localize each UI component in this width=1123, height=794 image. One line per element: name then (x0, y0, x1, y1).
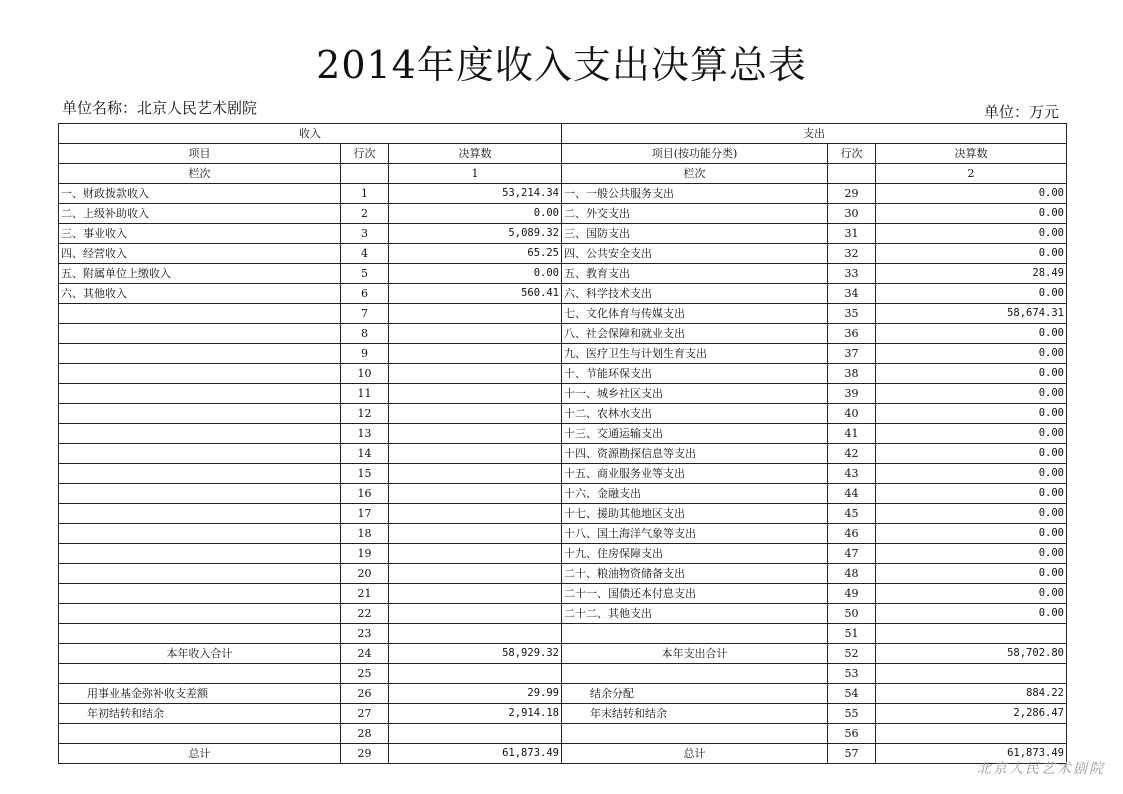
income-row-no: 27 (341, 704, 389, 724)
expense-item: 总计 (562, 744, 828, 764)
table-row (59, 744, 1067, 764)
expense-row-no: 40 (828, 404, 876, 424)
income-amount: 2,914.18 (389, 704, 562, 724)
expense-row-no: 51 (828, 624, 876, 644)
income-amount: 560.41 (389, 284, 562, 304)
income-amount (389, 584, 562, 604)
income-item: 一、财政拨款收入 (59, 184, 341, 204)
income-amount (389, 564, 562, 584)
income-row-no: 8 (341, 324, 389, 344)
expense-amount: 0.00 (876, 444, 1067, 464)
table-row (59, 204, 1067, 224)
income-row-no: 10 (341, 364, 389, 384)
income-item: 三、事业收入 (59, 224, 341, 244)
income-row-no: 23 (341, 624, 389, 644)
expense-amount: 0.00 (876, 484, 1067, 504)
expense-item: 十五、商业服务业等支出 (562, 464, 828, 484)
table-row (59, 244, 1067, 264)
income-amount: 0.00 (389, 204, 562, 224)
table-row (59, 464, 1067, 484)
expense-row-no: 38 (828, 364, 876, 384)
income-item (59, 404, 341, 424)
expense-amount: 0.00 (876, 224, 1067, 244)
expense-item: 三、国防支出 (562, 224, 828, 244)
expense-amount: 0.00 (876, 404, 1067, 424)
income-amount (389, 664, 562, 684)
income-amount: 53,214.34 (389, 184, 562, 204)
expense-item: 六、科学技术支出 (562, 284, 828, 304)
table-row (59, 404, 1067, 424)
income-item: 六、其他收入 (59, 284, 341, 304)
expense-item: 二十、粮油物资储备支出 (562, 564, 828, 584)
expense-item: 年末结转和结余 (562, 704, 828, 724)
expense-item: 十、节能环保支出 (562, 364, 828, 384)
expense-item: 二、外交支出 (562, 204, 828, 224)
expense-row-no: 55 (828, 704, 876, 724)
income-amount (389, 444, 562, 464)
income-amount (389, 424, 562, 444)
expense-item: 十二、农林水支出 (562, 404, 828, 424)
table-row (59, 444, 1067, 464)
table-row (59, 264, 1067, 284)
income-row-no: 24 (341, 644, 389, 664)
expense-item: 九、医疗卫生与计划生育支出 (562, 344, 828, 364)
income-row-no: 12 (341, 404, 389, 424)
expense-row-no: 53 (828, 664, 876, 684)
table-row (59, 364, 1067, 384)
expense-amount: 0.00 (876, 324, 1067, 344)
table-row (59, 484, 1067, 504)
income-row-no: 17 (341, 504, 389, 524)
row-no-header: 行次 (341, 144, 389, 164)
expense-amount: 0.00 (876, 244, 1067, 264)
col-empty (341, 164, 389, 184)
amount-header: 决算数 (876, 144, 1067, 164)
table-row (59, 624, 1067, 644)
income-row-no: 18 (341, 524, 389, 544)
table-row (59, 224, 1067, 244)
unit-name: 单位名称：北京人民艺术剧院 (62, 99, 258, 117)
table-row (59, 304, 1067, 324)
income-item (59, 584, 341, 604)
expense-row-no: 48 (828, 564, 876, 584)
expense-amount: 0.00 (876, 544, 1067, 564)
expense-row-no: 31 (828, 224, 876, 244)
income-item (59, 524, 341, 544)
table-row (59, 184, 1067, 204)
income-item (59, 624, 341, 644)
expense-item: 十七、援助其他地区支出 (562, 504, 828, 524)
col-2: 2 (876, 164, 1067, 184)
expense-item: 八、社会保障和就业支出 (562, 324, 828, 344)
income-item (59, 344, 341, 364)
expense-row-no: 32 (828, 244, 876, 264)
income-row-no: 13 (341, 424, 389, 444)
expense-row-no: 42 (828, 444, 876, 464)
expense-row-no: 56 (828, 724, 876, 744)
table-row (59, 584, 1067, 604)
income-row-no: 26 (341, 684, 389, 704)
expense-amount: 58,674.31 (876, 304, 1067, 324)
income-row-no: 28 (341, 724, 389, 744)
table-row (59, 564, 1067, 584)
expense-row-no: 45 (828, 504, 876, 524)
income-row-no: 7 (341, 304, 389, 324)
income-item: 四、经营收入 (59, 244, 341, 264)
income-item: 总计 (59, 744, 341, 764)
table-row (59, 344, 1067, 364)
expense-item: 二十二、其他支出 (562, 604, 828, 624)
table-row (59, 324, 1067, 344)
income-item (59, 464, 341, 484)
expense-item: 十三、交通运输支出 (562, 424, 828, 444)
income-amount: 61,873.49 (389, 744, 562, 764)
income-amount (389, 324, 562, 344)
expense-item: 七、文化体育与传媒支出 (562, 304, 828, 324)
item-header: 项目 (59, 144, 341, 164)
expense-row-no: 43 (828, 464, 876, 484)
table-row (59, 724, 1067, 744)
table-row (59, 284, 1067, 304)
table-row (59, 664, 1067, 684)
income-item: 本年收入合计 (59, 644, 341, 664)
expense-row-no: 46 (828, 524, 876, 544)
header-row-columns (59, 144, 1067, 164)
income-item (59, 664, 341, 684)
income-row-no: 19 (341, 544, 389, 564)
budget-table (58, 123, 1067, 764)
expense-amount: 0.00 (876, 604, 1067, 624)
income-row-no: 21 (341, 584, 389, 604)
income-amount: 0.00 (389, 264, 562, 284)
expense-item (562, 724, 828, 744)
income-item (59, 444, 341, 464)
income-amount: 65.25 (389, 244, 562, 264)
income-item: 五、附属单位上缴收入 (59, 264, 341, 284)
expense-row-no: 29 (828, 184, 876, 204)
income-amount (389, 604, 562, 624)
expense-item: 本年支出合计 (562, 644, 828, 664)
income-row-no: 11 (341, 384, 389, 404)
col-1: 1 (389, 164, 562, 184)
expense-row-no: 50 (828, 604, 876, 624)
income-item (59, 304, 341, 324)
income-row-no: 6 (341, 284, 389, 304)
income-item (59, 564, 341, 584)
expense-amount: 0.00 (876, 344, 1067, 364)
expense-amount: 58,702.80 (876, 644, 1067, 664)
expense-row-no: 39 (828, 384, 876, 404)
income-row-no: 3 (341, 224, 389, 244)
unit-label: 单位：万元 (983, 103, 1059, 121)
expense-item: 十八、国土海洋气象等支出 (562, 524, 828, 544)
expense-amount: 0.00 (876, 384, 1067, 404)
expense-row-no: 33 (828, 264, 876, 284)
income-amount: 5,089.32 (389, 224, 562, 244)
income-item: 二、上级补助收入 (59, 204, 341, 224)
income-amount (389, 364, 562, 384)
expense-amount: 0.00 (876, 564, 1067, 584)
expense-row-no: 54 (828, 684, 876, 704)
header-row-col-index (59, 164, 1067, 184)
income-amount (389, 464, 562, 484)
expense-row-no: 47 (828, 544, 876, 564)
income-item (59, 364, 341, 384)
income-amount (389, 344, 562, 364)
income-amount (389, 384, 562, 404)
table-row (59, 684, 1067, 704)
table-row (59, 384, 1067, 404)
income-amount (389, 504, 562, 524)
expense-item: 四、公共安全支出 (562, 244, 828, 264)
col-label: 栏次 (59, 164, 341, 184)
income-row-no: 25 (341, 664, 389, 684)
expense-row-no: 49 (828, 584, 876, 604)
income-row-no: 29 (341, 744, 389, 764)
income-item (59, 324, 341, 344)
expense-header: 支出 (562, 124, 1067, 144)
income-row-no: 9 (341, 344, 389, 364)
expense-amount: 0.00 (876, 584, 1067, 604)
expense-amount (876, 664, 1067, 684)
table-row (59, 504, 1067, 524)
income-row-no: 5 (341, 264, 389, 284)
expense-amount: 28.49 (876, 264, 1067, 284)
watermark-logo: 北京人民艺术剧院 (977, 761, 1105, 777)
expense-amount (876, 724, 1067, 744)
expense-item: 五、教育支出 (562, 264, 828, 284)
expense-item: 十九、住房保障支出 (562, 544, 828, 564)
expense-row-no: 41 (828, 424, 876, 444)
expense-row-no: 44 (828, 484, 876, 504)
income-item (59, 544, 341, 564)
expense-amount: 2,286.47 (876, 704, 1067, 724)
income-row-no: 16 (341, 484, 389, 504)
expense-row-no: 35 (828, 304, 876, 324)
item-func-header: 项目(按功能分类) (562, 144, 828, 164)
expense-row-no: 37 (828, 344, 876, 364)
expense-amount (876, 624, 1067, 644)
income-row-no: 4 (341, 244, 389, 264)
income-row-no: 20 (341, 564, 389, 584)
page-title: 2014年度收入支出决算总表 (316, 43, 807, 87)
expense-amount: 0.00 (876, 464, 1067, 484)
income-header: 收入 (59, 124, 562, 144)
expense-amount: 0.00 (876, 184, 1067, 204)
income-row-no: 1 (341, 184, 389, 204)
expense-amount: 0.00 (876, 424, 1067, 444)
income-amount: 29.99 (389, 684, 562, 704)
income-item (59, 604, 341, 624)
income-item (59, 504, 341, 524)
expense-amount: 884.22 (876, 684, 1067, 704)
expense-item: 十六、金融支出 (562, 484, 828, 504)
income-amount (389, 524, 562, 544)
expense-item: 十一、城乡社区支出 (562, 384, 828, 404)
amount-header: 决算数 (389, 144, 562, 164)
expense-row-no: 57 (828, 744, 876, 764)
expense-amount: 0.00 (876, 364, 1067, 384)
col-empty (828, 164, 876, 184)
expense-amount: 0.00 (876, 524, 1067, 544)
income-item (59, 424, 341, 444)
col-label: 栏次 (562, 164, 828, 184)
expense-item (562, 664, 828, 684)
expense-row-no: 36 (828, 324, 876, 344)
table-row (59, 644, 1067, 664)
expense-row-no: 30 (828, 204, 876, 224)
income-amount (389, 724, 562, 744)
expense-item: 结余分配 (562, 684, 828, 704)
expense-item: 十四、资源勘探信息等支出 (562, 444, 828, 464)
income-amount (389, 484, 562, 504)
expense-item: 一、一般公共服务支出 (562, 184, 828, 204)
table-row (59, 604, 1067, 624)
income-row-no: 2 (341, 204, 389, 224)
table-row (59, 524, 1067, 544)
expense-item (562, 624, 828, 644)
income-row-no: 22 (341, 604, 389, 624)
row-no-header: 行次 (828, 144, 876, 164)
expense-amount: 61,873.49 (876, 744, 1067, 764)
expense-row-no: 34 (828, 284, 876, 304)
income-item: 年初结转和结余 (59, 704, 341, 724)
income-item (59, 724, 341, 744)
table-row (59, 424, 1067, 444)
income-item (59, 484, 341, 504)
expense-amount: 0.00 (876, 284, 1067, 304)
income-amount (389, 544, 562, 564)
income-item: 用事业基金弥补收支差额 (59, 684, 341, 704)
income-amount (389, 404, 562, 424)
income-item (59, 384, 341, 404)
header-row-section (59, 124, 1067, 144)
income-row-no: 15 (341, 464, 389, 484)
table-row (59, 544, 1067, 564)
expense-amount: 0.00 (876, 504, 1067, 524)
income-amount: 58,929.32 (389, 644, 562, 664)
table-row (59, 704, 1067, 724)
income-amount (389, 624, 562, 644)
expense-row-no: 52 (828, 644, 876, 664)
expense-item: 二十一、国债还本付息支出 (562, 584, 828, 604)
income-row-no: 14 (341, 444, 389, 464)
expense-amount: 0.00 (876, 204, 1067, 224)
income-amount (389, 304, 562, 324)
